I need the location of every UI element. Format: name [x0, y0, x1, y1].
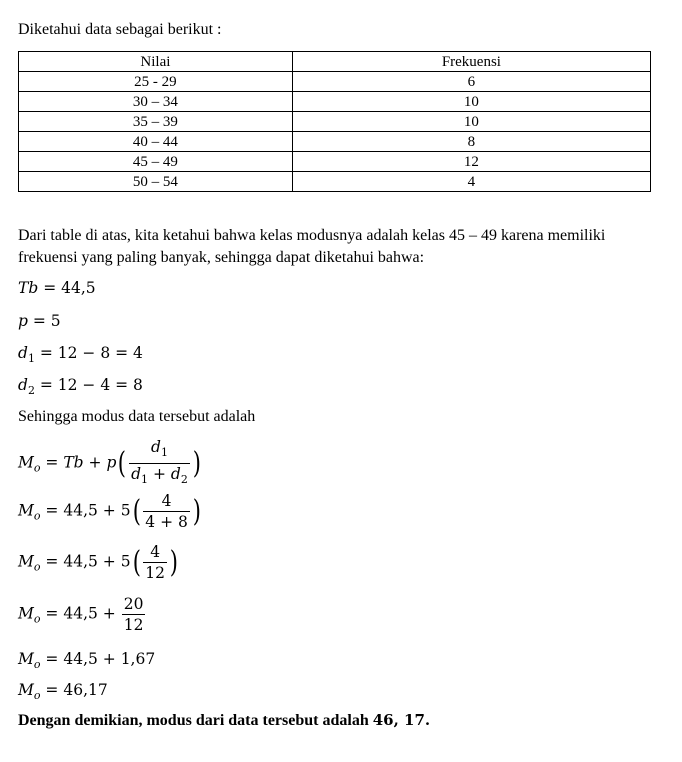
table-cell-nilai: 35 – 39: [19, 112, 293, 132]
table-cell-frekuensi: 6: [292, 72, 650, 92]
step3-numerator: 4: [150, 543, 161, 561]
p-value: 5: [50, 312, 61, 330]
equation-d2: $d_2 = 12 - 4 = 8$: [18, 376, 143, 397]
table-cell-frekuensi: 4: [292, 172, 650, 192]
mode-step-4: $M_o = 44,5$ + $\frac{20}{12}$: [18, 595, 144, 634]
table-row: [19, 132, 651, 152]
d2-expression: 12 − 4 = 8: [57, 376, 143, 394]
equation-tb: Tb = 44,5: [18, 279, 96, 297]
mode-step-3: $M_o = 44,5 + 5$( $\frac{4}{12}$ ): [18, 543, 178, 582]
table-cell-nilai: 40 – 44: [19, 132, 293, 152]
table-header-row: [19, 52, 651, 72]
table-cell-nilai: 30 – 34: [19, 92, 293, 112]
table-cell-nilai: 45 – 49: [19, 152, 293, 172]
step6-result: 46,17: [63, 681, 108, 699]
frequency-table: [18, 51, 651, 192]
explanation-paragraph: Dari table di atas, kita ketahui bahwa kelas modusnya adalah kelas 45 – 49 karena memiliki frekuensi yang paling banyak, sehingga dapat diketahui bahwa:: [18, 227, 606, 266]
table-cell-nilai: 25 - 29: [19, 72, 293, 92]
mode-formula: $M_o = Tb + p$( $\frac{d_1}{d_1 + d_2}$ ): [18, 438, 203, 489]
mode-intro-text: Sehingga modus data tersebut adalah: [18, 408, 256, 425]
step4-denominator: 12: [123, 616, 144, 634]
column-header-nilai: Nilai: [19, 52, 293, 72]
conclusion-value: 46, 17.: [372, 711, 431, 729]
step3-lhs: 44,5 + 5: [63, 552, 131, 571]
step4-lhs: 44,5 +: [63, 604, 116, 623]
table-cell-nilai: 50 – 54: [19, 172, 293, 192]
table-row: [19, 112, 651, 132]
table-cell-frekuensi: 12: [292, 152, 650, 172]
tb-value: 44,5: [61, 279, 96, 297]
mode-step-5: $M_o = 44,5 + 1,67$: [18, 650, 156, 671]
table-row: [19, 172, 651, 192]
step2-denominator: 4 + 8: [145, 513, 188, 531]
step2-fraction: [143, 492, 190, 531]
mode-step-6: $M_o = 46,17$: [18, 681, 108, 702]
step4-numerator: 20: [123, 595, 144, 613]
mode-step-2: $M_o = 44,5 + 5$( $\frac{4}{4 + 8}$ ): [18, 492, 201, 531]
table-cell-frekuensi: 10: [292, 112, 650, 132]
step3-denominator: 12: [145, 564, 166, 582]
conclusion-text: [18, 711, 430, 730]
step3-fraction: [143, 543, 167, 582]
intro-text: Diketahui data sebagai berikut :: [18, 21, 222, 38]
step2-lhs: 44,5 + 5: [63, 501, 131, 520]
table-cell-frekuensi: 8: [292, 132, 650, 152]
d1-expression: 12 − 8 = 4: [57, 344, 143, 362]
equation-d1: $d_1 = 12 - 8 = 4$: [18, 344, 143, 365]
conclusion-label: Dengan demikian, modus dari data tersebut adalah: [18, 712, 369, 729]
step4-fraction: [122, 595, 146, 634]
formula-fraction: $\frac{d_1}{d_1 + d_2}$: [129, 438, 190, 489]
table-row: [19, 72, 651, 92]
equation-p: p = 5: [18, 312, 61, 330]
step2-numerator: 4: [161, 492, 172, 510]
table-row: [19, 92, 651, 112]
column-header-frekuensi: Frekuensi: [292, 52, 650, 72]
step5-expression: 44,5 + 1,67: [63, 650, 156, 668]
table-cell-frekuensi: 10: [292, 92, 650, 112]
table-row: [19, 152, 651, 172]
